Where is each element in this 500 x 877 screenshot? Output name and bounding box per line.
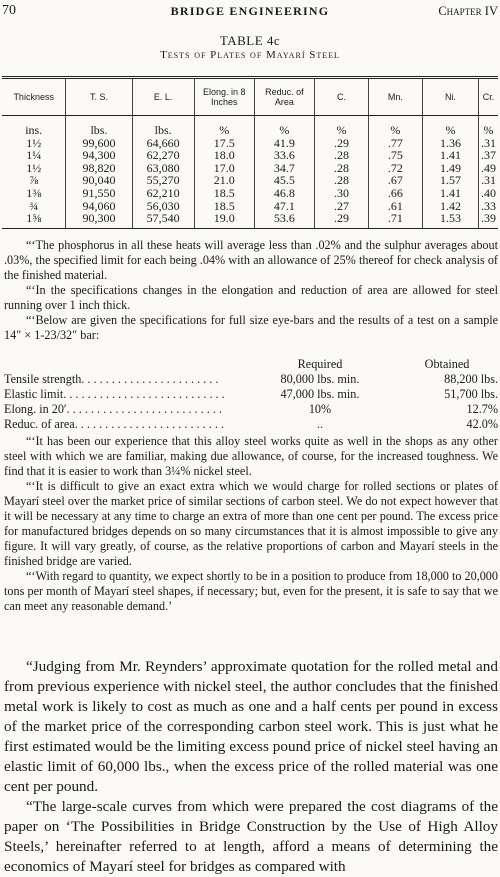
- quote-paragraph: “‘With regard to quantity, we expect shortly to be in a position to produce from 18,000 to 20,000 tons per month of Mayarí steel shapes, if necessary; but, even for the present, it is safe to say that we can meet any reasonable demand.’: [4, 569, 498, 613]
- table-title: TABLE 4c: [219, 33, 281, 48]
- table-cell: .39: [479, 212, 499, 228]
- spec-name: Tensile strength. . . . . . . . . . . . . . . . . . . . . . .: [4, 372, 219, 386]
- col-header: E. L.: [132, 78, 194, 116]
- table-cell: .27: [315, 200, 369, 213]
- table-row: [2, 212, 498, 228]
- body-text: [4, 657, 498, 877]
- table-cell: 1.57: [422, 174, 478, 187]
- table-cell: 1.36: [422, 137, 478, 150]
- table-cell: 90,300: [66, 212, 132, 228]
- table-cell: 94,060: [66, 200, 132, 213]
- table-cell: 18.0: [194, 149, 254, 162]
- table-cell: 1½: [26, 135, 42, 150]
- table-cell: 1.53: [422, 212, 478, 228]
- table-cell: 45.5: [254, 174, 314, 187]
- table-cell: .49: [479, 162, 499, 175]
- table-cell: .71: [368, 212, 422, 228]
- col-header: T. S.: [66, 78, 132, 116]
- table-cell: .72: [368, 162, 422, 175]
- spec-required: ..: [316, 417, 324, 431]
- spec-name: Reduc. of area. . . . . . . . . . . . . . . . . . . . . . . . .: [4, 417, 225, 431]
- table-cell: .28: [315, 174, 369, 187]
- spec-row: [4, 387, 498, 402]
- quoted-letter-part-1: [4, 238, 498, 343]
- table-cell: ¾: [29, 198, 39, 213]
- spec-obtained: 51,700 lbs.: [444, 387, 498, 401]
- quoted-letter-part-2: [4, 434, 498, 614]
- col-header: Cr.: [479, 78, 499, 116]
- table-cell: 62,210: [132, 187, 194, 200]
- table-cell: 1½: [26, 160, 42, 175]
- obtained-heading: Obtained: [424, 357, 470, 371]
- table-row: [2, 187, 498, 200]
- unit-cell: %: [368, 116, 422, 137]
- col-header: Ni.: [422, 78, 478, 116]
- table-cell: 94,300: [66, 149, 132, 162]
- spec-obtained: 12.7%: [466, 402, 498, 416]
- spec-row: [4, 417, 498, 432]
- table-cell: 18.5: [194, 200, 254, 213]
- table-cell: 53.6: [254, 212, 314, 228]
- chapter-label: Chapter IV: [438, 4, 498, 18]
- table-cell: 98,820: [66, 162, 132, 175]
- plate-tests-table: [2, 76, 498, 229]
- quote-paragraph: “‘In the specifications changes in the elongation and reduction of area are allowed for steel running over 1 inch thick.: [4, 283, 498, 312]
- table-cell: 91,550: [66, 187, 132, 200]
- table-cell: 1¼: [26, 148, 42, 163]
- quote-paragraph: “‘Below are given the specifications for full size eye-bars and the results of a test on a sample 14″ × 1-23/32″ bar:: [4, 313, 498, 342]
- body-paragraph: “Judging from Mr. Reynders’ approximate quotation for the rolled metal and from previous experience with nickel steel, the author concludes that the finished metal work is likely to cost as much as one and a half cents per pound in excess of the market price of the corresponding carbon steel work. This is just what he first estimated would be the limiting excess pound price of nickel steel having an elastic limit of 60,000 lbs., when the excess price of the rolled material was one cent per pound.: [4, 658, 498, 795]
- table-row: [2, 137, 498, 150]
- table-row: [2, 200, 498, 213]
- table-cell: 62,270: [132, 149, 194, 162]
- required-heading: Required: [297, 357, 343, 371]
- table-cell: 17.5: [194, 137, 254, 150]
- spec-name: Elong. in 20′. . . . . . . . . . . . . . . . . . . . . . . . . .: [4, 402, 222, 416]
- spec-obtained: 42.0%: [466, 417, 498, 431]
- table-cell: 19.0: [194, 212, 254, 228]
- table-cell: 99,600: [66, 137, 132, 150]
- chapter-title: BRIDGE ENGINEERING: [170, 4, 330, 18]
- table-cell: .31: [479, 174, 499, 187]
- unit-cell: %: [254, 116, 314, 137]
- table-cell: 1⅝: [2, 212, 66, 228]
- col-header: C.: [315, 78, 369, 116]
- spec-obtained: 88,200 lbs.: [444, 372, 498, 386]
- eyebar-specifications: [4, 357, 498, 432]
- unit-cell: lbs.: [132, 116, 194, 137]
- table-cell: .61: [368, 200, 422, 213]
- table-cell: 41.9: [254, 137, 314, 150]
- table-cell: 1.49: [422, 162, 478, 175]
- table-cell: 63,080: [132, 162, 194, 175]
- table-cell: .31: [479, 137, 499, 150]
- table-cell: .37: [479, 149, 499, 162]
- spec-required: 10%: [308, 402, 332, 416]
- table-cell: .75: [368, 149, 422, 162]
- spec-row: [4, 372, 498, 387]
- unit-cell: lbs.: [66, 116, 132, 137]
- table-cell: .33: [479, 200, 499, 213]
- table-cell: .67: [368, 174, 422, 187]
- running-head: [2, 3, 498, 19]
- table-cell: 1.41: [422, 149, 478, 162]
- table-cell: .66: [368, 187, 422, 200]
- spec-required: 80,000 lbs. min.: [280, 372, 360, 386]
- page-number: 70: [2, 3, 16, 18]
- table-header-row: [2, 78, 498, 116]
- table-row: [2, 149, 498, 162]
- col-header: Reduc. of Area: [254, 78, 314, 116]
- table-row: [2, 174, 498, 187]
- table-cell: 17.0: [194, 162, 254, 175]
- table-subtitle: Tests of Plates of Mayarí Steel: [160, 49, 340, 61]
- table-cell: 21.0: [194, 174, 254, 187]
- unit-cell: %: [194, 116, 254, 137]
- table-cell: 1.42: [422, 200, 478, 213]
- table-cell: .28: [315, 149, 369, 162]
- unit-cell: ins.: [25, 123, 43, 137]
- unit-cell: %: [315, 116, 369, 137]
- quote-paragraph: “‘It is difficult to give an exact extra which we would charge for rolled sections or plates of Mayarí steel over the market price of similar sections of carbon steel. We do not expect however that it will be necessary at any time to charge an extra of more than one cent per pound. The excess price for manufactured bridges depends on so many circumstances that it is almost impossible to give any figure. It will vary greatly, of course, as the relative proportions of carbon and Mayarí steels in the finished bridge are varied.: [4, 479, 498, 568]
- table-cell: 64,660: [132, 137, 194, 150]
- table-cell: .30: [315, 187, 369, 200]
- table-cell: .29: [315, 212, 369, 228]
- spec-required: 47,000 lbs. min.: [280, 387, 360, 401]
- table-cell: 57,540: [132, 212, 194, 228]
- col-header: Thickness: [2, 78, 66, 116]
- table-cell: 1⅜: [26, 185, 42, 200]
- unit-cell: %: [479, 116, 499, 137]
- col-header: Elong. in 8 Inches: [194, 78, 254, 116]
- table-cell: 55,270: [132, 174, 194, 187]
- table-cell: 47.1: [254, 200, 314, 213]
- spec-name: Elastic limit. . . . . . . . . . . . . . . . . . . . . . . . . . .: [4, 387, 225, 401]
- col-header: Mn.: [368, 78, 422, 116]
- table-cell: .40: [479, 187, 499, 200]
- table-cell: 90,040: [66, 174, 132, 187]
- spec-header-row: [4, 357, 498, 372]
- table-cell: .77: [368, 137, 422, 150]
- table-cell: 56,030: [132, 200, 194, 213]
- quote-paragraph: “‘The phosphorus in all these heats will average less than .02% and the sulphur averages about .03%, the specified limit for each being .04% with an allowance of 25% thereof for check analysis of the finished material.: [4, 238, 498, 282]
- table-cell: 33.6: [254, 149, 314, 162]
- table-row: [2, 162, 498, 175]
- unit-cell: %: [422, 116, 478, 137]
- body-paragraph: “The large-scale curves from which were prepared the cost diagrams of the paper on ‘The Possibilities in Bridge Construction by the Use of High Alloy Steels,’ hereinafter referred to at length, afford a means of determining the economics of Mayarí steel for bridges as compared with: [4, 798, 498, 875]
- spec-row: [4, 402, 498, 417]
- quote-paragraph: “‘It has been our experience that this alloy steel works quite as well in the shops as any other steel with which we are familiar, making due allowance, of course, for the increased toughness. We find that it is easier to work than 3¼% nickel steel.: [4, 434, 498, 478]
- table-cell: .28: [315, 162, 369, 175]
- units-row: [2, 116, 498, 137]
- table-cell: .29: [315, 137, 369, 150]
- table-cell: 18.5: [194, 187, 254, 200]
- table-cell: 1.41: [422, 187, 478, 200]
- table-cell: 46.8: [254, 187, 314, 200]
- table-cell: 34.7: [254, 162, 314, 175]
- table-cell: ⅞: [29, 173, 39, 188]
